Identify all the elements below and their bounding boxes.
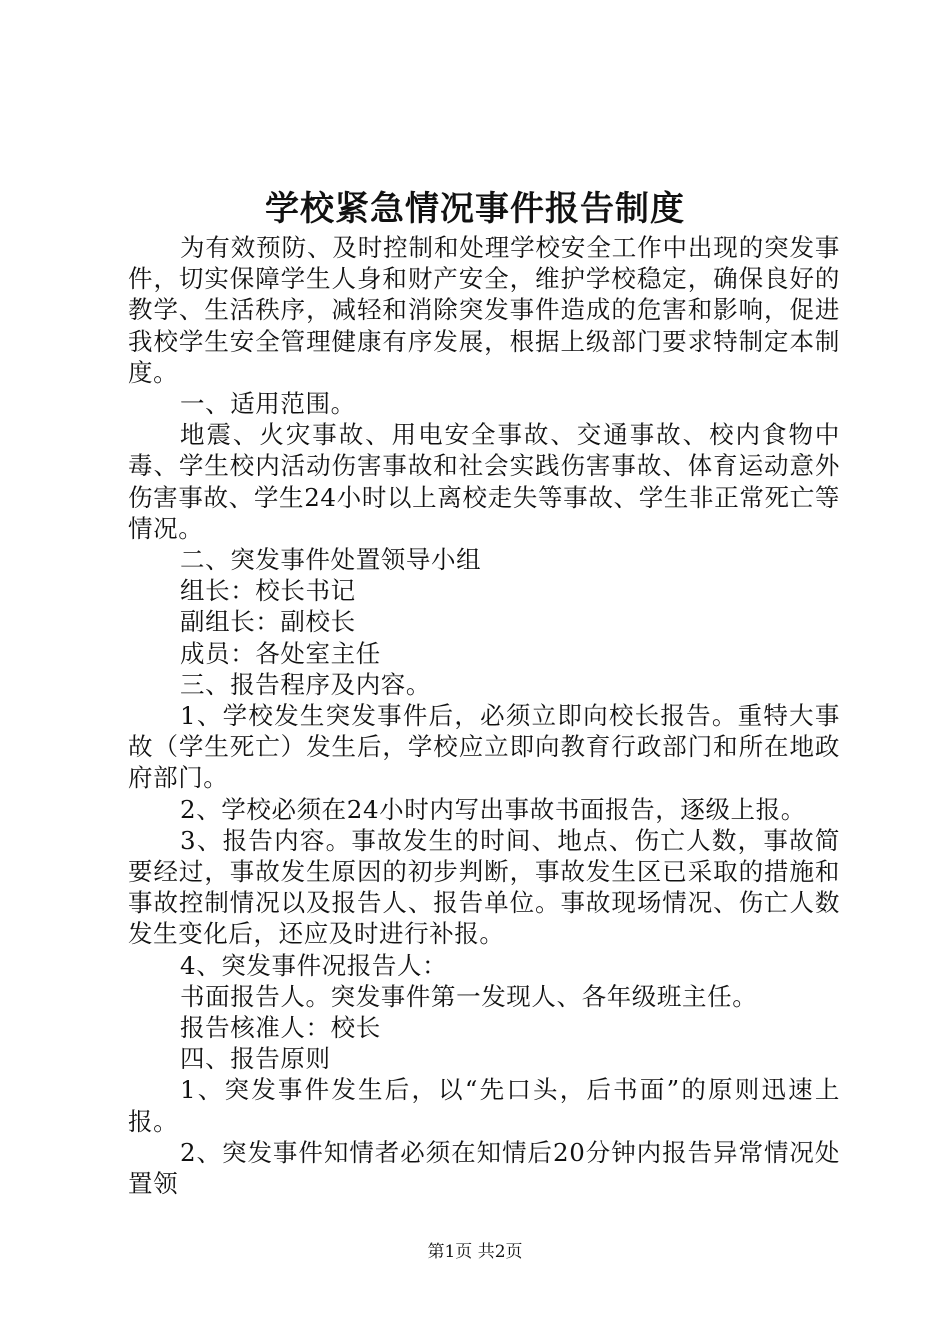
paragraph-procedure-3: 3、报告内容。事故发生的时间、地点、伤亡人数，事故简要经过，事故发生原因的初步判断，事故发生区已采取的措施和事故控制情况以及报告人、报告单位。事故现场情况、伤亡人数发生变化后，还应及时进行补报。: [128, 825, 840, 949]
document-title: 学校紧急情况事件报告制度: [265, 189, 685, 229]
paragraph-intro: 为有效预防、及时控制和处理学校安全工作中出现的突发事件，切实保障学生人身和财产安全，维护学校稳定，确保良好的教学、生活秩序，减轻和消除突发事件造成的危害和影响，促进我校学生安全管理健康有序发展，根据上级部门要求特制定本制度。: [128, 233, 840, 387]
paragraph-deputy-leader: 副组长：副校长: [180, 607, 356, 637]
paragraph-principle-2: 2、突发事件知情者必须在知情后20分钟内报告异常情况处置领: [128, 1137, 840, 1199]
paragraph-report-approver: 报告核准人：校长: [180, 1013, 381, 1043]
paragraph-procedure-4: 4、突发事件况报告人：: [180, 950, 448, 980]
page-footer: 第1页 共2页: [427, 1242, 523, 1262]
paragraph-principle-1: 1、突发事件发生后，以“先口头，后书面”的原则迅速上报。: [128, 1075, 840, 1136]
paragraph-written-reporter: 书面报告人。突发事件第一发现人、各年级班主任。: [180, 981, 758, 1011]
section-heading-principles: 四、报告原则: [180, 1044, 331, 1074]
section-heading-procedure: 三、报告程序及内容。: [180, 669, 431, 699]
paragraph-members: 成员：各处室主任: [180, 638, 381, 668]
section-heading-leadership: 二、突发事件处置领导小组: [180, 545, 482, 575]
document-body: [128, 232, 840, 1199]
section-heading-scope: 一、适用范围。: [180, 389, 356, 419]
paragraph-scope: 地震、火灾事故、用电安全事故、交通事故、校内食物中毒、学生校内活动伤害事故和社会实践伤害事故、体育运动意外伤害事故、学生24小时以上离校走失等事故、学生非正常死亡等情况。: [128, 420, 840, 543]
paragraph-leader: 组长：校长书记: [180, 576, 356, 606]
paragraph-procedure-1: 1、学校发生突发事件后，必须立即向校长报告。重特大事故（学生死亡）发生后，学校应立即向教育行政部门和所在地政府部门。: [128, 701, 840, 793]
paragraph-procedure-2: 2、学校必须在24小时内写出事故书面报告，逐级上报。: [180, 794, 806, 824]
